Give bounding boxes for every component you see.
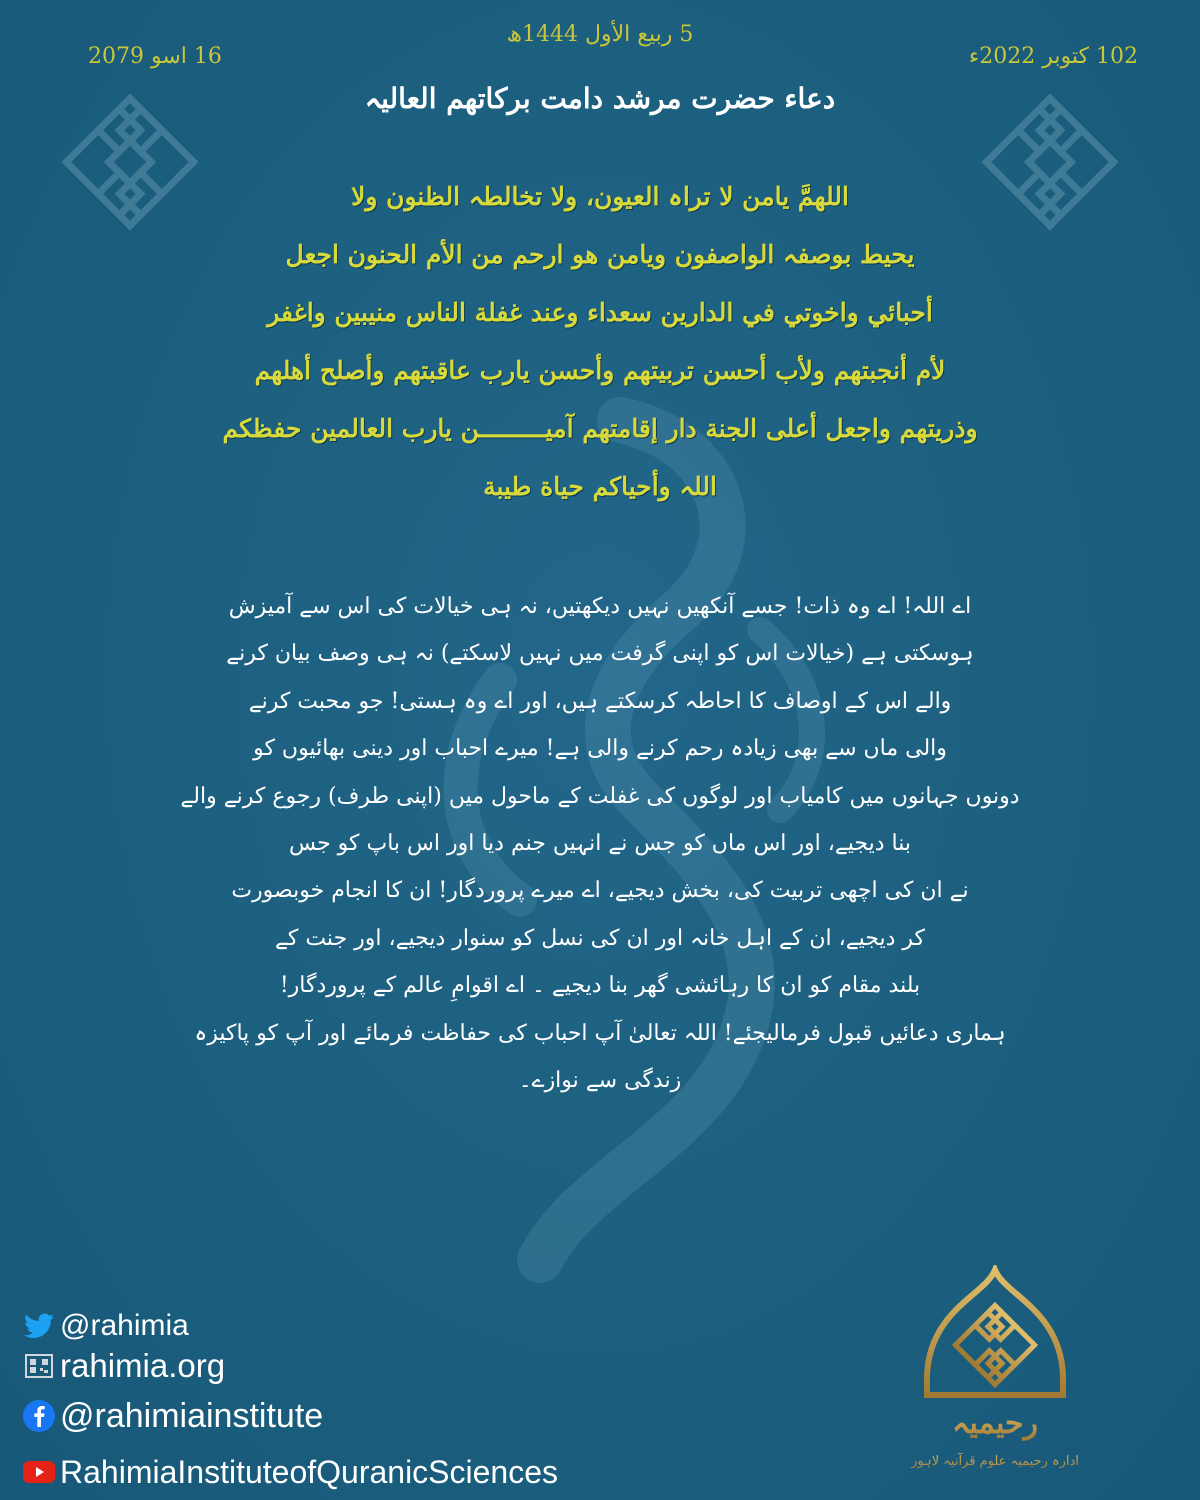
arabic-line: وذریتھم واجعل أعلی الجنة دار إقامتھم آمیـــــــــن یارب العالمین حفظکم bbox=[222, 414, 978, 443]
urdu-line: زندگی سے نوازے۔ bbox=[518, 1068, 682, 1094]
youtube-icon bbox=[22, 1457, 56, 1487]
urdu-line: ہماری دعائیں قبول فرمالیجئے! اللہ تعالیٰ آپ احباب کی حفاظت فرمائے اور آپ کو پاکیزہ bbox=[194, 1020, 1006, 1046]
page-title: دعاء حضرت مرشد دامت برکاتھم العالیہ bbox=[364, 82, 836, 115]
urdu-line: والی ماں سے بھی زیادہ رحم کرنے والی ہے! میرے احباب اور دینی بھائیوں کو bbox=[253, 736, 947, 762]
arabic-line: اللہ وأحیاکم حیاة طیبة bbox=[483, 472, 717, 501]
rahimia-logo bbox=[905, 1265, 1085, 1490]
facebook-link[interactable] bbox=[22, 1392, 323, 1440]
qr-web-icon bbox=[22, 1351, 56, 1381]
urdu-line: بلند مقام کو ان کا رہائشی گھر بنا دیجیے ۔ اے اقوامِ عالم کے پروردگار! bbox=[279, 973, 921, 999]
logo-name: رحیمیہ bbox=[951, 1406, 1039, 1441]
urdu-line: بنا دیجیے، اور اس ماں کو جس نے انہیں جنم دیا اور اس باپ کو جس bbox=[289, 831, 911, 857]
arabic-line: یحیط بوصفہ الواصفون ویامن ھو ارحم من الأم الحنون اجعل bbox=[285, 240, 915, 269]
facebook-icon bbox=[22, 1401, 56, 1431]
arabic-dua bbox=[100, 168, 1100, 516]
hijri-date: 5 ربیع الأول 1444ھ bbox=[506, 22, 694, 47]
urdu-line: اے اللہ! اے وہ ذات! جسے آنکھیں نہیں دیکھتیں، نہ ہی خیالات کی اس سے آمیزش bbox=[228, 594, 972, 619]
arabic-line: لأم أنجبتھم ولأب أحسن تربیتھم وأحسن یارب عاقبتھم وأصلح أھلھم bbox=[254, 356, 946, 385]
urdu-line: ہوسکتی ہے (خیالات اس کو اپنی گرفت میں نہیں لاسکتے) نہ ہی وصف بیان کرنے bbox=[226, 641, 974, 667]
youtube-channel: RahimiaInstituteofQuranicSciences bbox=[60, 1453, 559, 1490]
website-url: rahimia.org bbox=[60, 1347, 226, 1384]
gregorian-date: 102 کتوبر 2022ء bbox=[968, 44, 1138, 69]
arabic-line: اللھمَّ یامن لا تراہ العیون، ولا تخالطہ الظنون ولا bbox=[351, 182, 849, 211]
youtube-link[interactable] bbox=[22, 1448, 558, 1496]
facebook-handle: @rahimiainstitute bbox=[60, 1396, 324, 1435]
urdu-line: دونوں جہانوں میں کامیاب اور لوگوں کی غفلت کے ماحول میں (اپنی طرف) رجوع کرنے والے bbox=[180, 783, 1020, 809]
twitter-handle: @rahimia bbox=[60, 1309, 189, 1342]
website-link[interactable] bbox=[22, 1342, 225, 1390]
urdu-translation bbox=[110, 583, 1090, 1104]
urdu-line: والے اس کے اوصاف کا احاطہ کرسکتے ہیں، اور اے وہ ہستی! جو محبت کرنے bbox=[248, 688, 952, 714]
arabic-line: أحبائي واخوتي في الدارین سعداء وعند غفلة الناس منیبین واغفر bbox=[267, 298, 933, 327]
bikrami-date: 16 اسو 2079 bbox=[88, 44, 222, 69]
logo-subtitle: ادارہ رحیمیہ علوم قرآنیہ لاہور bbox=[911, 1454, 1079, 1469]
urdu-line: کر دیجیے، ان کے اہل خانہ اور ان کی نسل کو سنوار دیجیے، اور جنت کے bbox=[274, 925, 926, 951]
twitter-icon bbox=[22, 1311, 56, 1341]
urdu-line: نے ان کی اچھی تربیت کی، بخش دیجیے، اے میرے پروردگار! ان کا انجام خوبصورت bbox=[231, 878, 969, 904]
